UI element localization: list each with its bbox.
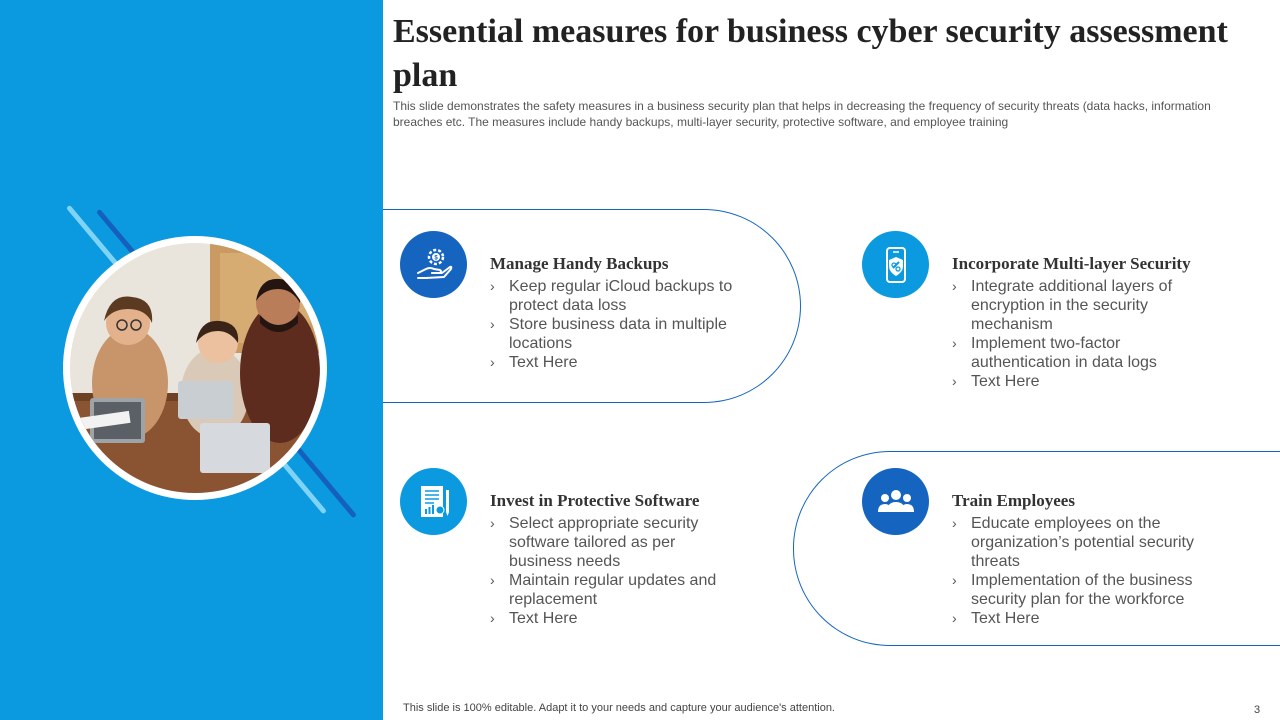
card-title: Train Employees <box>952 491 1075 510</box>
page-number: 3 <box>1254 704 1261 716</box>
bullet-chevron-icon: › <box>952 610 957 626</box>
list-item: › Integrate additional layers of encryption in the security mechanism <box>952 278 1173 333</box>
bullet-chevron-icon: › <box>952 278 957 294</box>
team-photo <box>63 236 327 500</box>
bullet-chevron-icon: › <box>490 316 495 332</box>
bullet-chevron-icon: › <box>952 572 957 588</box>
team-group-icon <box>862 468 929 535</box>
bullet-chevron-icon: › <box>490 572 495 588</box>
list-item: › Maintain regular updates and replacement <box>490 572 717 608</box>
bullet-chevron-icon: › <box>952 373 957 389</box>
list-item: › Keep regular iCloud backups to protect data loss <box>490 278 733 314</box>
list-item: › Text Here <box>490 354 578 371</box>
list-item: › Text Here <box>490 610 578 627</box>
svg-text:$: $ <box>433 255 438 261</box>
bullet-chevron-icon: › <box>490 610 495 626</box>
hand-with-gear-icon <box>400 231 467 298</box>
bullet-chevron-icon: › <box>490 278 495 294</box>
card-bullet-list <box>490 277 740 372</box>
office-team-illustration <box>70 243 320 493</box>
card-bullet-list <box>952 514 1202 628</box>
bullet-chevron-icon: › <box>952 335 957 351</box>
document-report-icon <box>400 468 467 535</box>
list-item: › Text Here <box>952 610 1040 627</box>
list-item: › Implement two-factor authentication in data logs <box>952 335 1157 371</box>
card-bullet-list <box>952 277 1202 391</box>
bullet-chevron-icon: › <box>952 515 957 531</box>
card-bullet-list <box>490 514 740 628</box>
page-subtitle: This slide demonstrates the safety measures in a business security plan that helps in decreasing the frequency of security threats (data hacks, information breaches etc. The measures include handy backups, multi-layer security, protective software, and employee training <box>393 99 1211 129</box>
card-title: Invest in Protective Software <box>490 491 700 510</box>
card-title: Manage Handy Backups <box>490 254 669 273</box>
bullet-chevron-icon: › <box>490 354 495 370</box>
list-item: › Store business data in multiple locations <box>490 316 727 352</box>
mobile-shield-icon <box>862 231 929 298</box>
list-item: › Educate employees on the organization’s potential security threats <box>952 515 1194 570</box>
list-item: › Implementation of the business security plan for the workforce <box>952 572 1193 608</box>
bullet-chevron-icon: › <box>490 515 495 531</box>
card-title: Incorporate Multi-layer Security <box>952 254 1191 273</box>
footer-note: This slide is 100% editable. Adapt it to your needs and capture your audience's attention. <box>403 702 835 714</box>
list-item: › Select appropriate security software tailored as per business needs <box>490 515 699 570</box>
page-title: Essential measures for business cyber security assessment plan <box>393 13 1228 94</box>
list-item: › Text Here <box>952 373 1040 390</box>
